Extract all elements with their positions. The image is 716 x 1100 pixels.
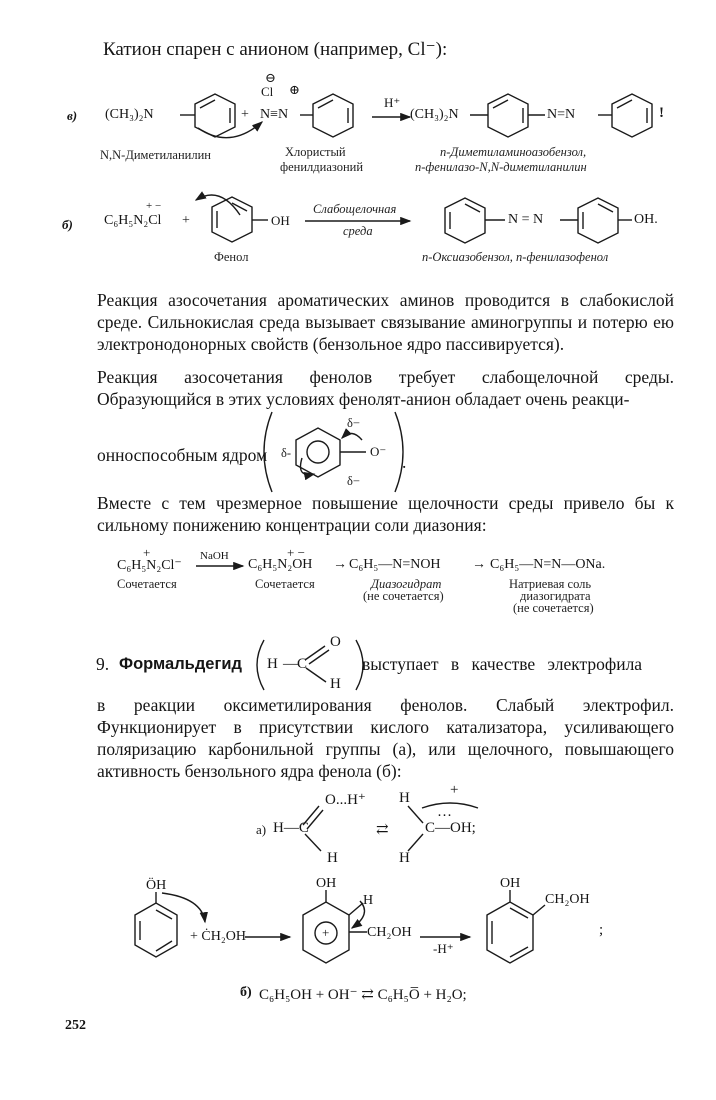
a-c-oh: C—OH; xyxy=(425,820,476,836)
delta-top: δ− xyxy=(347,416,360,430)
chain-item4: C₆H₅—N=N—ONa. xyxy=(490,557,606,572)
a-h-bottom: H xyxy=(327,850,338,866)
paragraph-2-end: онноспособным ядром xyxy=(97,445,268,465)
arrow-label-bottom: среда xyxy=(343,224,373,238)
section-number: 9. xyxy=(96,654,110,674)
a-plus: + xyxy=(450,782,459,798)
azophenol-ring-2 xyxy=(560,198,632,243)
label-v: в) xyxy=(67,108,78,123)
oxy-oh2: OH xyxy=(316,876,337,891)
diazonium-salt: C₆H₅N₂Cl xyxy=(104,213,162,228)
paragraph-3: Вместе с тем чрезмерное повышение щелочности среды привело бы к сильному понижению концентрации соли диазония: xyxy=(97,493,674,535)
oxy-oh3: OH xyxy=(500,876,521,891)
chain-cap4c: (не сочетается) xyxy=(513,601,594,615)
oxy-plus-ch2oh: + ĊH₂OH xyxy=(190,929,246,944)
arrow-label-top: Слабощелочная xyxy=(313,202,397,216)
phenol-ring xyxy=(212,197,268,242)
paragraph-1-text: Реакция азосочетания ароматических аминов проводится в слабокислой среде. Сильнокислая среда вызывает связывание аминогруппы и потерю ею электронодонорных свойств (бензольное ядро пассивируется). xyxy=(97,290,674,354)
chain-item1: C₆H₅N₂Cl⁻ xyxy=(117,558,182,573)
a-equilibrium: ⇄ xyxy=(376,822,389,838)
salt-charges: + − xyxy=(146,200,162,212)
product-oh: OH. xyxy=(634,212,658,227)
section-title: Формальдегид xyxy=(119,655,242,673)
sigma-complex xyxy=(303,890,367,963)
phenolate-period: . xyxy=(402,452,407,472)
label-b: б) xyxy=(62,217,73,232)
label-a: а) xyxy=(256,822,267,837)
intro-line: Катион спарен с анионом (например, Cl⁻): xyxy=(103,39,448,60)
plus-v: + xyxy=(241,107,249,122)
reagent1-caption: N,N-Диметиланилин xyxy=(100,148,211,162)
h-plus: H⁺ xyxy=(384,95,401,110)
reagent2-caption-1: Хлористый xyxy=(285,145,346,159)
oxy-ch2oh: CH₂OH xyxy=(367,925,412,940)
end-mark: ! xyxy=(659,105,664,121)
b2-equation: C₆H₅OH + OH⁻ ⇄ C₆H₅O̅ + H₂O; xyxy=(259,987,467,1003)
oxy-product-ch2oh: CH₂OH xyxy=(545,892,590,907)
formula-o: O xyxy=(330,634,341,650)
diazonium-ring xyxy=(300,94,353,137)
chain-item3: C₆H₅—N=NOH xyxy=(349,557,441,572)
oxy-circle-plus: + xyxy=(322,925,330,940)
formula-h: H xyxy=(267,656,278,672)
plus-b: + xyxy=(182,213,190,228)
chain-cap1: Сочетается xyxy=(117,577,177,591)
a-h-c: H—C xyxy=(273,820,309,836)
plus-circle: ⊕ xyxy=(289,82,300,97)
product-ring-1 xyxy=(470,94,545,137)
formula-dash: — xyxy=(283,656,298,672)
chain-naoh: NaOH xyxy=(200,550,229,562)
oxy-semicolon: ; xyxy=(599,922,604,938)
product-caption-1: п-Диметиламиноазобензол, xyxy=(440,145,587,159)
delta-bottom: δ− xyxy=(347,474,360,488)
reagent1: (CH₃)₂N xyxy=(105,107,154,122)
oxy-oh1: ÖH xyxy=(146,878,167,893)
chain-cap3a: Диазогидрат xyxy=(371,577,442,591)
chain-arrow-2: → xyxy=(333,557,347,572)
phenol-oh: OH xyxy=(271,213,290,228)
diazo-n: N≡N xyxy=(260,107,289,122)
page-number: 252 xyxy=(65,1018,86,1033)
o-minus: O⁻ xyxy=(370,444,387,459)
chain-arrow-3: → xyxy=(472,557,486,572)
azophenol-ring-1 xyxy=(445,198,505,243)
product-n: (CH₃)₂N xyxy=(410,107,459,122)
product-b-caption: п-Оксиазобензол, п-фенилазофенол xyxy=(422,250,609,264)
oxy-minus-h: -H⁺ xyxy=(433,941,454,956)
chain-cap4b: диазогидрата xyxy=(520,589,591,603)
formula-c: C xyxy=(297,656,308,672)
dimethylaniline-ring xyxy=(180,94,235,137)
phenol-caption: Фенол xyxy=(214,250,249,264)
chain-item1-charge: + xyxy=(143,545,151,560)
cl-anion: Cl xyxy=(261,84,274,99)
paragraph-4: в реакции оксиметилирования фенолов. Слабый электрофил. Функционирует в присутствии кислого катализатора, усиливающего поляризацию карбонильной группы (а), или щелочного, повышающего активность бензольного ядра фенола (б): xyxy=(97,695,674,781)
a-dots: ··· xyxy=(437,808,452,824)
section-after: выступает в качестве электрофила xyxy=(362,654,643,674)
chain-item2-charge: + − xyxy=(287,545,305,560)
chain-cap2: Сочетается xyxy=(255,577,315,591)
product-hydroxymethylphenol xyxy=(487,890,545,963)
product-caption-2: п-фенилазо-N,N-диметиланилин xyxy=(415,160,587,174)
a-h-bottom2: H xyxy=(399,850,410,866)
phenol-ring-oxy xyxy=(135,892,205,957)
delta-left: δ- xyxy=(281,446,292,460)
a-h-top: H xyxy=(399,790,410,806)
paragraph-1 xyxy=(97,289,674,355)
product-ring-2 xyxy=(598,94,652,137)
minus-circle: ⊖ xyxy=(265,70,276,85)
chain-cap3b: (не сочетается) xyxy=(363,589,444,603)
chain-item2: C₆H₅N₂OH xyxy=(248,557,313,572)
formula-h2: H xyxy=(330,676,341,692)
azo-v: N=N xyxy=(547,107,576,122)
paragraph-2: Реакция азосочетания фенолов требует слабощелочной среды. Образующийся в этих условиях фенолят-анион обладает очень реакци- xyxy=(97,367,674,409)
oxy-h: H xyxy=(363,893,374,908)
a-o-h: O...H⁺ xyxy=(325,792,366,808)
label-b2: б) xyxy=(240,985,252,1000)
chain-cap4a: Натриевая соль xyxy=(509,577,592,591)
reagent2-caption-2: фенилдиазоний xyxy=(280,160,364,174)
azo-b: N = N xyxy=(508,212,544,227)
